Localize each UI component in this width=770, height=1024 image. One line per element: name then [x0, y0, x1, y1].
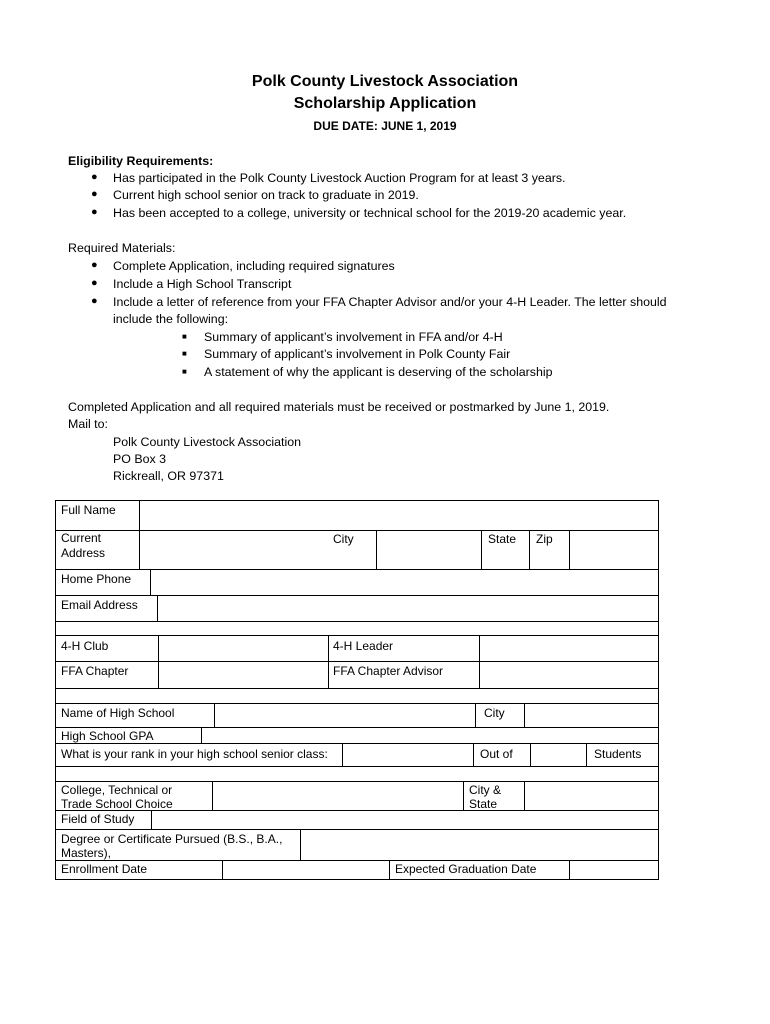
enrollment-date-field[interactable] [224, 861, 388, 878]
list-item: Include a letter of reference from your FFA Chapter Advisor and/or your 4-H Leader. The letter should [113, 295, 667, 309]
gpa-field[interactable] [203, 728, 657, 742]
list-item-continued: include the following: [113, 312, 229, 326]
zip-label: Zip [536, 532, 553, 546]
high-school-label: Name of High School [61, 706, 175, 720]
college-label: College, Technical or [61, 783, 173, 797]
list-item: Complete Application, including required signatures [113, 259, 395, 273]
ffa-advisor-field[interactable] [481, 663, 657, 687]
leader-label: 4-H Leader [333, 639, 394, 653]
graduation-date-field[interactable] [571, 861, 657, 878]
email-field[interactable] [159, 597, 657, 620]
graduation-date-label: Expected Graduation Date [395, 862, 537, 876]
degree-field[interactable] [302, 831, 657, 859]
address-line: PO Box 3 [113, 452, 167, 466]
state-label: State [488, 532, 517, 546]
field-of-study-label: Field of Study [61, 812, 135, 826]
rank-label: What is your rank in your high school senior class: [61, 747, 328, 761]
field-of-study-field[interactable] [153, 811, 657, 828]
address-line: Polk County Livestock Association [113, 435, 302, 449]
ffa-chapter-label: FFA Chapter [61, 664, 129, 678]
gpa-label: High School GPA [61, 729, 154, 743]
college-field[interactable] [214, 783, 462, 809]
college-city-label-line2: State [469, 797, 498, 811]
bullet-icon: ● [91, 277, 98, 289]
form-subtitle: Scholarship Application [293, 95, 477, 112]
bullet-icon: ● [91, 188, 98, 200]
class-size-field[interactable] [532, 744, 585, 765]
list-item: Include a High School Transcript [113, 277, 292, 291]
home-phone-field[interactable] [152, 571, 657, 594]
home-phone-label: Home Phone [61, 572, 132, 586]
bullet-icon: ● [91, 259, 98, 271]
current-address-label-line2: Address [61, 546, 106, 560]
out-of-label: Out of [480, 747, 513, 761]
high-school-city-field[interactable] [526, 705, 657, 726]
degree-label-line2: Masters), [61, 846, 112, 860]
sub-list-item: Summary of applicant’s involvement in Polk County Fair [204, 347, 511, 361]
city-field[interactable] [378, 532, 480, 568]
sub-list-item: A statement of why the applicant is deserving of the scholarship [204, 365, 553, 379]
zip-field[interactable] [571, 532, 657, 568]
degree-label: Degree or Certificate Pursued (B.S., B.A., [61, 832, 283, 846]
application-form [55, 500, 659, 880]
list-item: Current high school senior on track to graduate in 2019. [113, 188, 419, 202]
eligibility-heading: Eligibility Requirements: [68, 154, 214, 168]
address-line: Rickreall, OR 97371 [113, 469, 224, 483]
bullet-icon: ● [91, 171, 98, 183]
high-school-city-label: City [484, 706, 505, 720]
club-field[interactable] [160, 637, 327, 660]
materials-heading: Required Materials: [68, 241, 176, 255]
ffa-advisor-label: FFA Chapter Advisor [333, 664, 444, 678]
form-title: Polk County Livestock Association [251, 73, 519, 90]
college-city-label: City & [469, 783, 502, 797]
sub-list-item: Summary of applicant’s involvement in FFA and/or 4-H [204, 330, 503, 344]
list-item: Has been accepted to a college, university or technical school for the 2019-20 academic year. [113, 206, 627, 220]
bullet-icon: ● [91, 295, 98, 307]
ffa-chapter-field[interactable] [160, 663, 327, 687]
current-address-label: Current [61, 531, 102, 545]
leader-field[interactable] [481, 637, 657, 660]
mail-to-label: Mail to: [68, 417, 108, 431]
rank-field[interactable] [344, 744, 472, 765]
submission-note: Completed Application and all required materials must be received or postmarked by June 1, 2019. [68, 400, 610, 414]
square-bullet-icon: ■ [182, 332, 187, 341]
due-date: DUE DATE: JUNE 1, 2019 [313, 119, 457, 133]
full-name-label: Full Name [61, 503, 116, 517]
email-label: Email Address [61, 598, 138, 612]
city-label: City [333, 532, 354, 546]
students-label: Students [594, 747, 642, 761]
college-label-line2: Trade School Choice [61, 797, 173, 811]
list-item: Has participated in the Polk County Livestock Auction Program for at least 3 years. [113, 171, 566, 185]
bullet-icon: ● [91, 206, 98, 218]
high-school-field[interactable] [216, 705, 474, 726]
square-bullet-icon: ■ [182, 367, 187, 376]
club-label: 4-H Club [61, 639, 109, 653]
square-bullet-icon: ■ [182, 349, 187, 358]
full-name-field[interactable] [141, 502, 657, 529]
enrollment-date-label: Enrollment Date [61, 862, 148, 876]
college-city-field[interactable] [526, 783, 657, 809]
